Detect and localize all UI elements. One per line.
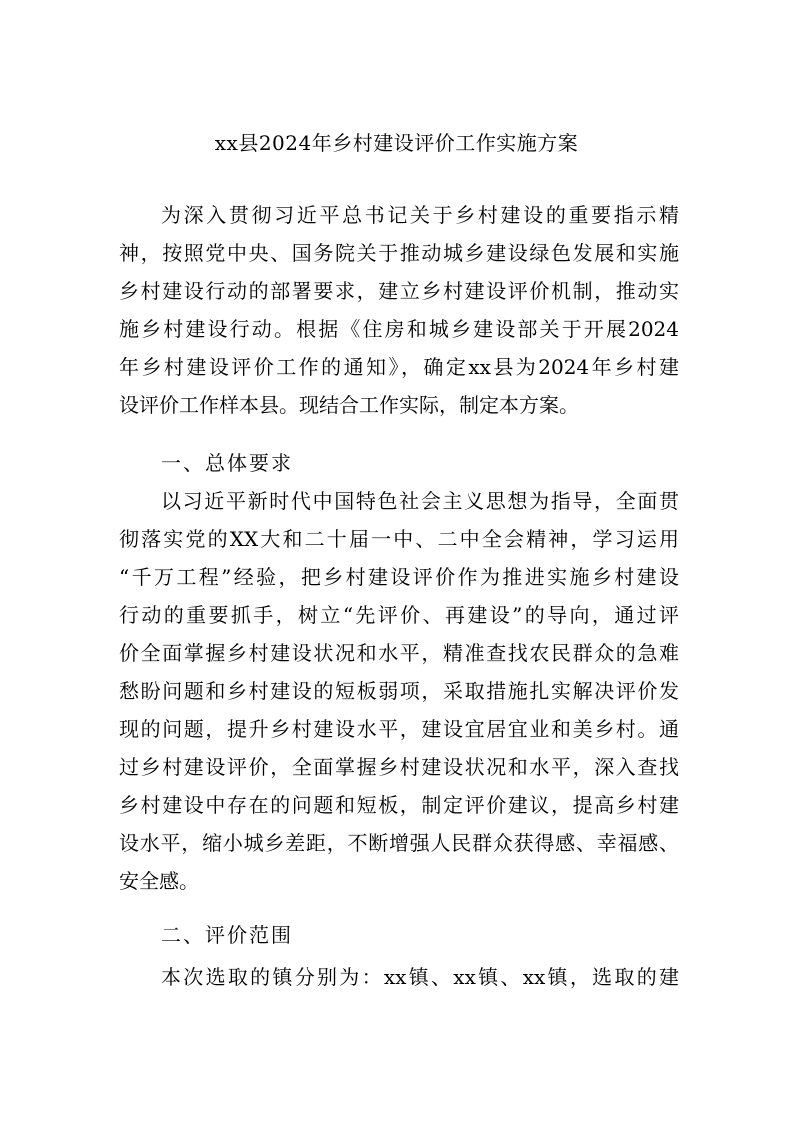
intro-line-4: 施乡村建设行动。根据《住房和城乡建设部关于开展2024 [119, 317, 679, 341]
section2-line-1: 本次选取的镇分别为：xx镇、xx镇、xx镇，选取的建 [161, 965, 679, 989]
intro-line-1: 为深入贯彻习近平总书记关于乡村建设的重要指示精 [161, 203, 679, 227]
intro-line-2: 神，按照党中央、国务院关于推动城乡建设绿色发展和实施 [119, 241, 679, 265]
section2-heading: 二、评价范围 [161, 923, 293, 947]
intro-line-5: 年乡村建设评价工作的通知》，确定xx县为2024年乡村建 [119, 355, 679, 379]
section1-line-1: 以习近平新时代中国特色社会主义思想为指导，全面贯 [161, 489, 679, 513]
section1-line-6: 愁盼问题和乡村建设的短板弱项，采取措施扎实解决评价发 [119, 679, 679, 703]
section1-line-9: 乡村建设中存在的问题和短板，制定评价建议，提高乡村建 [119, 793, 679, 817]
section1-line-11: 安全感。 [119, 869, 199, 893]
section1-line-2: 彻落实党的XX大和二十届一中、二中全会精神，学习运用 [119, 527, 679, 551]
section1-line-3: “千万工程”经验，把乡村建设评价作为推进实施乡村建设 [119, 565, 679, 589]
section1-line-5: 价全面掌握乡村建设状况和水平，精准查找农民群众的急难 [119, 641, 679, 665]
section1-line-4: 行动的重要抓手，树立“先评价、再建设”的导向，通过评 [119, 603, 679, 627]
intro-line-3: 乡村建设行动的部署要求，建立乡村建设评价机制，推动实 [119, 279, 679, 303]
intro-line-6: 设评价工作样本县。现结合工作实际，制定本方案。 [119, 393, 579, 417]
section1-line-10: 设水平，缩小城乡差距，不断增强人民群众获得感、幸福感、 [119, 831, 679, 855]
section1-line-7: 现的问题，提升乡村建设水平，建设宜居宜业和美乡村。通 [119, 717, 679, 741]
document-title: xx县2024年乡村建设评价工作实施方案 [214, 131, 579, 155]
section1-line-8: 过乡村建设评价，全面掌握乡村建设状况和水平，深入查找 [119, 755, 679, 779]
section1-heading: 一、总体要求 [161, 451, 293, 475]
